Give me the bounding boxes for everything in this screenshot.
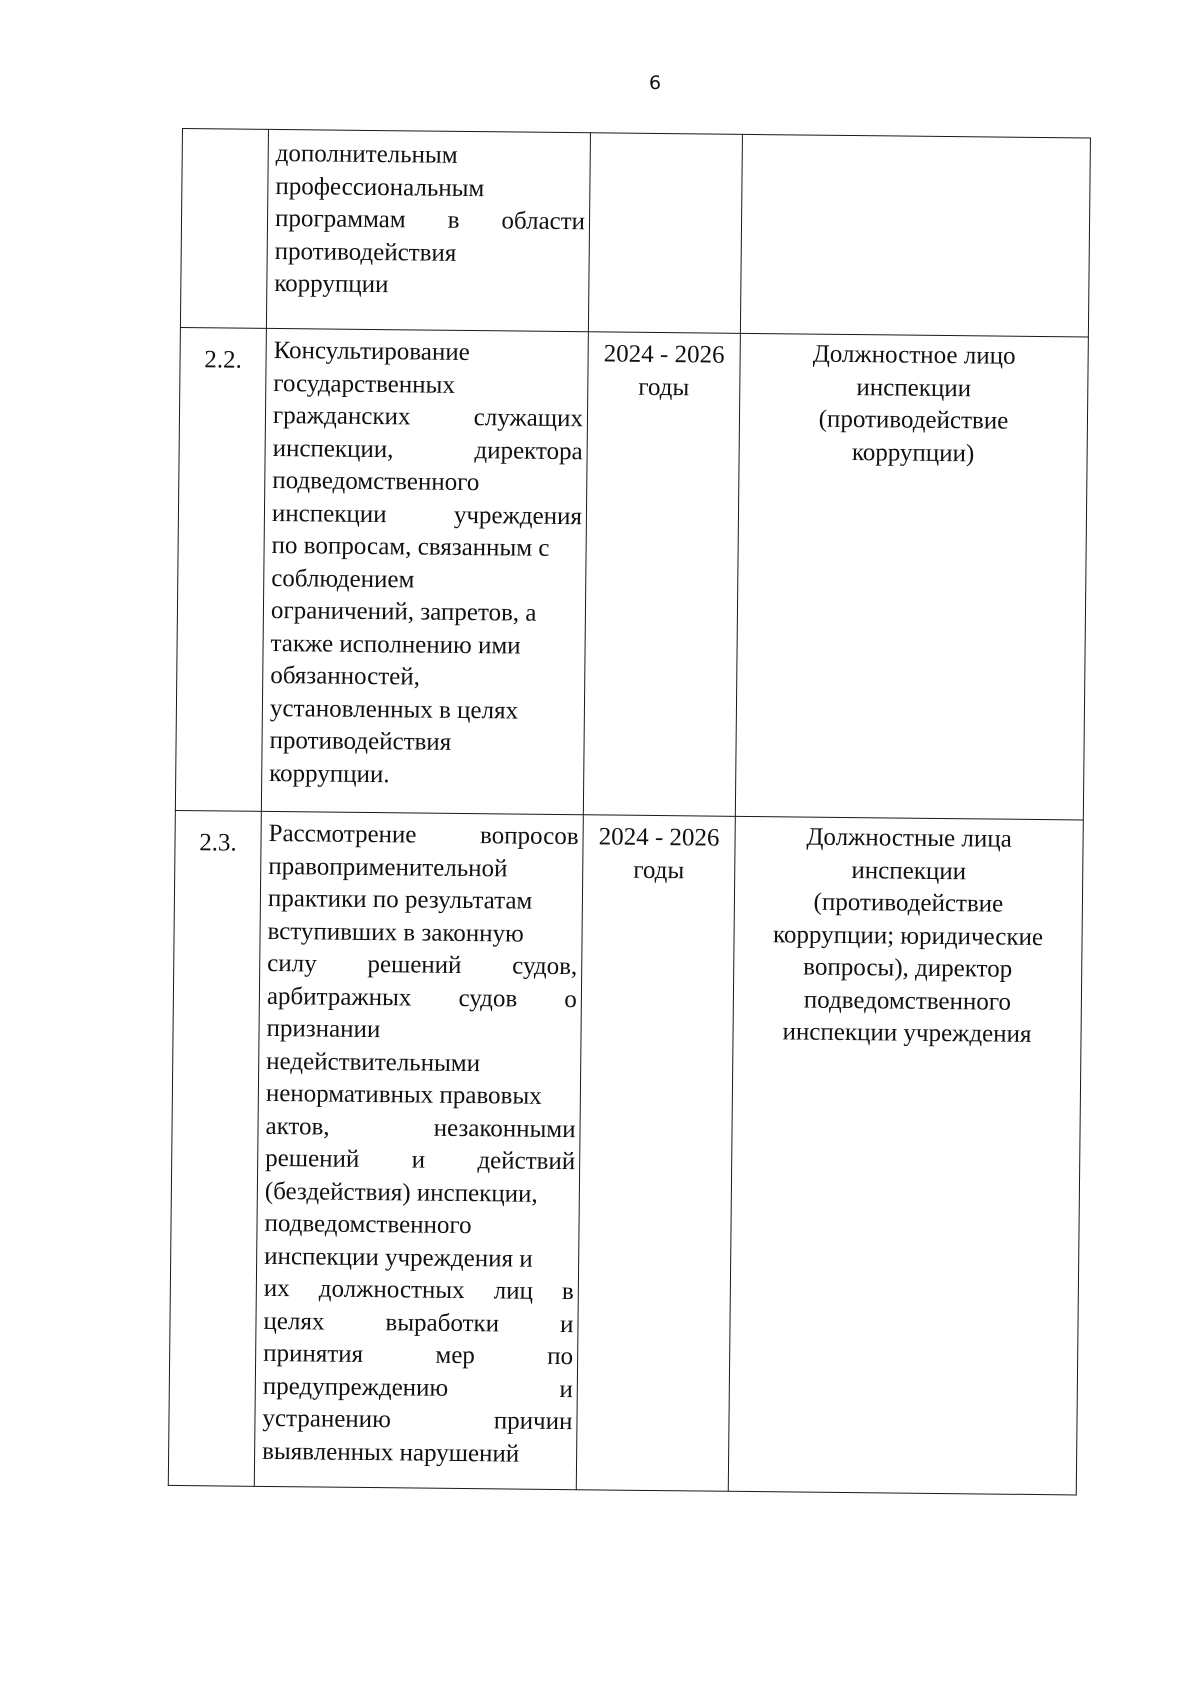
description-word: области — [501, 207, 586, 236]
description-word: программам — [274, 204, 406, 234]
description-word: Рассмотрение — [268, 819, 417, 849]
description-word: устранению — [262, 1404, 391, 1434]
description-line — [267, 980, 577, 1016]
description-line: Консультирование — [273, 336, 470, 367]
measure-description — [254, 811, 583, 1489]
description-line: коррупции — [274, 269, 389, 299]
description-line — [265, 1110, 575, 1146]
description-line — [265, 1143, 575, 1179]
description-line — [272, 432, 582, 468]
description-line: установленных в целях — [269, 694, 519, 725]
description-line: государственных — [273, 369, 456, 399]
responsible-line: (противодействие — [818, 405, 1009, 435]
measures-table — [168, 128, 1091, 1495]
description-line: противодействия — [274, 237, 457, 267]
description-line — [272, 497, 582, 533]
description-word: учреждения — [453, 501, 583, 530]
description-word: актов, — [265, 1112, 330, 1141]
responsible-line: Должностное лицо — [812, 340, 1016, 370]
measure-responsible — [728, 816, 1083, 1495]
row-number — [180, 129, 268, 329]
description-line: коррупции. — [269, 759, 390, 788]
description-line: правоприменительной — [268, 852, 508, 882]
description-line: обязанностей, — [270, 661, 421, 691]
description-line: дополнительным — [275, 139, 458, 169]
description-word: вопросов — [479, 822, 579, 851]
description-word: целях — [263, 1307, 325, 1336]
description-word: и — [559, 1310, 574, 1338]
measures-table-body — [168, 129, 1090, 1495]
description-line: ненормативных правовых — [265, 1079, 542, 1110]
responsible-line: инспекции учреждения — [782, 1018, 1032, 1048]
measure-period — [576, 815, 735, 1492]
description-line — [268, 818, 578, 854]
description-line: по вопросам, связанным с — [271, 531, 550, 562]
description-word: действий — [477, 1147, 576, 1176]
period-line: годы — [633, 856, 685, 884]
row-number: 2.2. — [175, 327, 266, 811]
description-word: в — [447, 206, 460, 234]
period-line: 2024 - 2026 — [598, 823, 720, 852]
description-line: (бездействия) инспекции, — [264, 1177, 538, 1208]
description-word: выработки — [385, 1308, 500, 1337]
description-line: недействительными — [266, 1047, 481, 1077]
row-number: 2.3. — [168, 810, 261, 1486]
description-line — [267, 948, 577, 984]
description-line: подведомственного — [272, 466, 480, 497]
description-word: мер — [435, 1341, 476, 1370]
responsible-line: коррупции) — [851, 438, 975, 467]
page-number: 6 — [648, 72, 662, 94]
description-line: подведомственного — [264, 1209, 472, 1240]
responsible-line: (противодействие — [813, 888, 1004, 918]
description-word: инспекции, — [272, 434, 394, 463]
description-word: инспекции — [271, 499, 387, 528]
description-line: признании — [266, 1014, 381, 1044]
description-word: их — [263, 1274, 290, 1303]
description-line: ограничений, запретов, а — [270, 596, 537, 627]
description-line — [264, 1273, 574, 1309]
measure-period — [588, 133, 742, 334]
description-word: о — [564, 985, 578, 1013]
measure-responsible — [735, 333, 1088, 820]
description-word: и — [411, 1146, 426, 1174]
description-line: инспекции учреждения и — [264, 1242, 533, 1273]
description-line — [263, 1338, 573, 1374]
table-row — [168, 810, 1083, 1494]
description-line: также исполнению ими — [270, 629, 521, 660]
period-line: 2024 - 2026 — [603, 340, 725, 369]
period-line — [591, 139, 742, 141]
description-line: противодействия — [269, 726, 452, 756]
description-word: причин — [493, 1407, 573, 1436]
description-line: выявленных нарушений — [262, 1437, 520, 1468]
description-line — [263, 1370, 573, 1406]
description-word: решений — [367, 950, 462, 979]
description-word: гражданских — [272, 401, 411, 431]
measure-responsible — [740, 134, 1090, 337]
description-word: лиц — [493, 1277, 534, 1305]
responsible-line: подведомственного — [803, 986, 1012, 1016]
responsible-line: инспекции — [856, 373, 972, 402]
description-line — [275, 203, 585, 239]
description-line — [262, 1403, 572, 1439]
description-word: арбитражных — [266, 982, 412, 1011]
description-line: вступивших в законную — [267, 917, 524, 948]
description-word: принятия — [263, 1339, 364, 1368]
description-word: директора — [474, 436, 583, 465]
description-word: судов, — [512, 952, 578, 981]
description-word: силу — [267, 949, 317, 978]
responsible-line: вопросы), директор — [803, 953, 1013, 983]
description-word: служащих — [473, 404, 584, 433]
measure-description — [266, 129, 590, 331]
description-line: практики по результатам — [267, 884, 533, 915]
period-line — [591, 139, 742, 141]
description-word: должностных — [318, 1275, 465, 1305]
table-row — [175, 327, 1088, 819]
description-line — [273, 400, 583, 436]
responsible-line: Должностные лица — [806, 823, 1012, 853]
description-word: предупреждению — [262, 1372, 449, 1402]
responsible-line: инспекции — [851, 856, 967, 885]
responsible-line: коррупции; юридические — [772, 920, 1044, 951]
measure-period — [583, 332, 740, 817]
description-word: судов — [458, 984, 518, 1013]
description-line: профессиональным — [275, 172, 485, 202]
period-line: годы — [638, 373, 690, 401]
description-word: незаконными — [433, 1114, 576, 1143]
measure-description — [261, 328, 588, 814]
description-line: соблюдением — [271, 564, 415, 593]
description-word: и — [559, 1375, 573, 1403]
description-word: решений — [265, 1144, 360, 1173]
description-word: в — [561, 1278, 574, 1306]
table-row — [180, 129, 1090, 337]
description-line — [263, 1305, 573, 1341]
description-word: по — [547, 1342, 574, 1371]
